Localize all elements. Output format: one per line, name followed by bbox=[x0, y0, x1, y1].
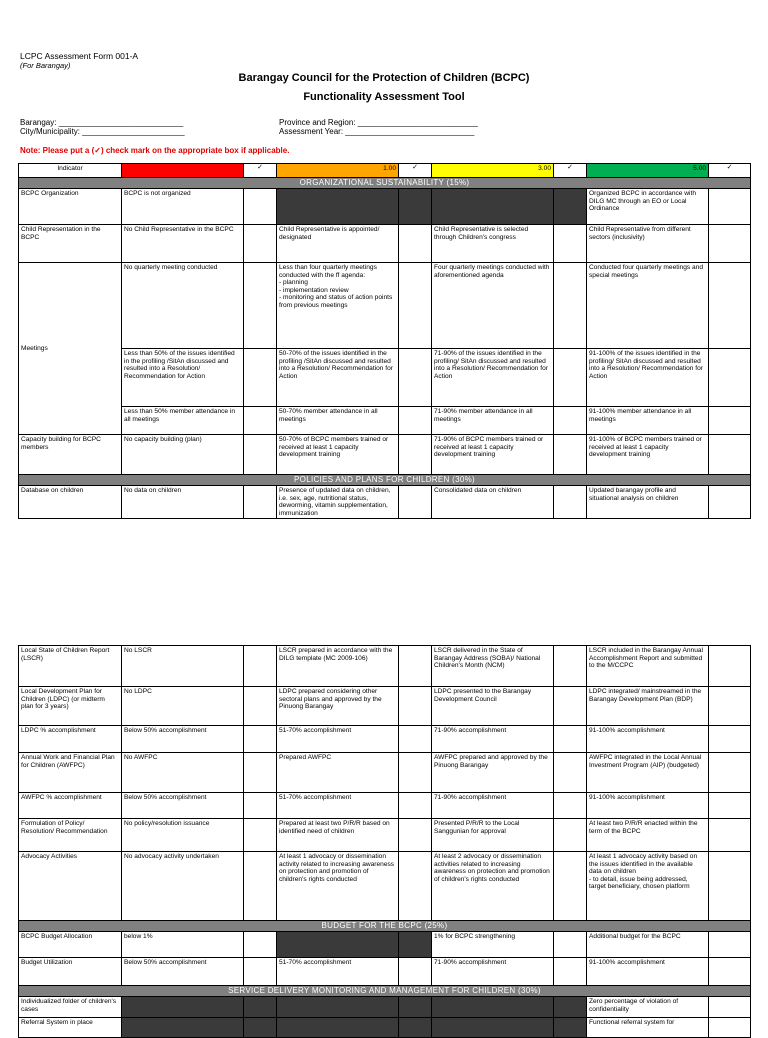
check-box[interactable] bbox=[554, 646, 587, 687]
table-row bbox=[19, 225, 751, 263]
table-row bbox=[19, 435, 751, 475]
instruction-note: Note: Please put a (✓) check mark on the appropriate box if applicable. bbox=[20, 146, 290, 155]
criteria-cell: Organized BCPC in accordance with DILG MC through an EO or Local Ordinance bbox=[587, 189, 709, 225]
table-row bbox=[19, 349, 751, 407]
indicator-cell: Child Representation in the BCPC bbox=[19, 225, 122, 263]
check-box[interactable] bbox=[554, 263, 587, 349]
criteria-cell: AWFPC prepared and approved by the Pinuong Barangay bbox=[432, 753, 554, 793]
criteria-cell: No LSCR bbox=[122, 646, 244, 687]
section-budget: BUDGET FOR THE BCPC (25%) bbox=[19, 921, 751, 932]
check-box[interactable] bbox=[244, 932, 277, 958]
criteria-cell: 91-100% of BCPC members trained or received at least 1 capacity development training bbox=[587, 435, 709, 475]
check-box[interactable] bbox=[709, 932, 751, 958]
indicator-cell: Local Development Plan for Children (LDPC) (or midterm plan for 3 years) bbox=[19, 687, 122, 726]
table-row bbox=[19, 958, 751, 986]
criteria-cell bbox=[432, 997, 554, 1018]
check-box[interactable] bbox=[709, 435, 751, 475]
indicator-cell: Budget Utilization bbox=[19, 958, 122, 986]
criteria-cell: No capacity building (plan) bbox=[122, 435, 244, 475]
table-row bbox=[19, 753, 751, 793]
check-box[interactable] bbox=[244, 852, 277, 921]
table-row bbox=[19, 687, 751, 726]
check-box[interactable] bbox=[244, 486, 277, 519]
check-header: ✓ bbox=[399, 164, 432, 178]
indicator-cell: Formulation of Policy/ Resolution/ Recommendation bbox=[19, 819, 122, 852]
province-field: Province and Region: ___________________________ bbox=[279, 118, 478, 127]
check-box[interactable] bbox=[244, 726, 277, 753]
check-box[interactable] bbox=[709, 753, 751, 793]
criteria-cell: LSCR delivered in the State of Barangay Address (SOBA)/ National Children's Month (NCM) bbox=[432, 646, 554, 687]
check-box bbox=[399, 1018, 432, 1038]
criteria-cell: No LDPC bbox=[122, 687, 244, 726]
score-5-header: 5.00 bbox=[587, 164, 709, 178]
criteria-cell: 91-100% accomplishment bbox=[587, 958, 709, 986]
criteria-cell: 71-90% of the issues identified in the profiling/ SitAn discussed and resulted into a Resolution/ Recommendation for Action bbox=[432, 349, 554, 407]
indicator-cell: BCPC Budget Allocation bbox=[19, 932, 122, 958]
criteria-cell: LDPC prepared considering other sectoral plans and approved by the Pinuong Barangay bbox=[277, 687, 399, 726]
check-box[interactable] bbox=[554, 852, 587, 921]
check-box[interactable] bbox=[399, 726, 432, 753]
criteria-cell: 50-70% member attendance in all meetings bbox=[277, 407, 399, 435]
check-box[interactable] bbox=[399, 958, 432, 986]
check-box[interactable] bbox=[554, 932, 587, 958]
criteria-cell: At least 1 advocacy or dissemination activity related to increasing awareness on protection and promotion of children's rights conducted bbox=[277, 852, 399, 921]
score-0-header bbox=[122, 164, 244, 178]
criteria-cell: No data on children bbox=[122, 486, 244, 519]
criteria-cell: 50-70% of the issues identified in the profiling /SitAn discussed and resulted into a Resolution/ Recommendation for Action bbox=[277, 349, 399, 407]
check-box bbox=[554, 189, 587, 225]
table-row bbox=[19, 263, 751, 349]
check-box[interactable] bbox=[244, 687, 277, 726]
check-box[interactable] bbox=[709, 997, 751, 1018]
check-box[interactable] bbox=[244, 646, 277, 687]
page-title: Barangay Council for the Protection of Children (BCPC) bbox=[238, 72, 530, 84]
criteria-cell: No Child Representative in the BCPC bbox=[122, 225, 244, 263]
check-box[interactable] bbox=[709, 852, 751, 921]
criteria-cell: 91-100% member attendance in all meetings bbox=[587, 407, 709, 435]
check-box[interactable] bbox=[399, 349, 432, 407]
check-header: ✓ bbox=[554, 164, 587, 178]
criteria-cell: 91-100% of the issues identified in the profiling/ SitAn discussed and resulted into a Resolution/ Recommendation for Action bbox=[587, 349, 709, 407]
check-box[interactable] bbox=[399, 435, 432, 475]
check-box[interactable] bbox=[399, 753, 432, 793]
indicator-cell: Advocacy Activities bbox=[19, 852, 122, 921]
check-box bbox=[244, 997, 277, 1018]
assessment-table-part-2 bbox=[18, 645, 751, 1038]
criteria-cell: 71-90% member attendance in all meetings bbox=[432, 407, 554, 435]
table-row bbox=[19, 726, 751, 753]
indicator-cell: Annual Work and Financial Plan for Children (AWFPC) bbox=[19, 753, 122, 793]
section-policies-plans: POLICIES AND PLANS FOR CHILDREN (30%) bbox=[19, 475, 751, 486]
criteria-cell: Presented P/R/R to the Local Sanggunian for approval bbox=[432, 819, 554, 852]
form-subtitle: (For Barangay) bbox=[20, 61, 71, 70]
indicator-cell: Local State of Children Report (LSCR) bbox=[19, 646, 122, 687]
form-number: LCPC Assessment Form 001-A bbox=[20, 51, 139, 61]
check-box[interactable] bbox=[709, 726, 751, 753]
barangay-field: Barangay: ____________________________ bbox=[20, 118, 184, 127]
criteria-cell: BCPC is not organized bbox=[122, 189, 244, 225]
indicator-cell: BCPC Organization bbox=[19, 189, 122, 225]
criteria-cell: Less than four quarterly meetings conducted with the ff agenda: - planning - implementation review - monitoring and status of action points from previous meetings bbox=[277, 263, 399, 349]
check-box[interactable] bbox=[709, 958, 751, 986]
check-box[interactable] bbox=[709, 486, 751, 519]
criteria-cell: Functional referral system for bbox=[587, 1018, 709, 1038]
criteria-cell: Four quarterly meetings conducted with aforementioned agenda bbox=[432, 263, 554, 349]
criteria-cell: AWFPC integrated in the Local Annual Investment Program (AIP) (budgeted) bbox=[587, 753, 709, 793]
check-box[interactable] bbox=[709, 225, 751, 263]
check-box[interactable] bbox=[709, 189, 751, 225]
check-box[interactable] bbox=[554, 407, 587, 435]
criteria-cell: Conducted four quarterly meetings and special meetings bbox=[587, 263, 709, 349]
check-box[interactable] bbox=[554, 958, 587, 986]
check-box[interactable] bbox=[399, 407, 432, 435]
assessment-table-part-1 bbox=[18, 163, 751, 519]
criteria-cell: Below 50% accomplishment bbox=[122, 726, 244, 753]
table-row bbox=[19, 793, 751, 819]
check-box[interactable] bbox=[709, 1018, 751, 1038]
criteria-cell: Prepared at least two P/R/R based on identified need of children bbox=[277, 819, 399, 852]
criteria-cell: 71-90% of BCPC members trained or received at least 1 capacity development training bbox=[432, 435, 554, 475]
check-box[interactable] bbox=[554, 225, 587, 263]
table-row bbox=[19, 932, 751, 958]
check-box[interactable] bbox=[399, 263, 432, 349]
check-box[interactable] bbox=[399, 793, 432, 819]
check-box[interactable] bbox=[244, 435, 277, 475]
check-box[interactable] bbox=[399, 852, 432, 921]
score-1-header: 1.00 bbox=[277, 164, 399, 178]
indicator-cell: Meetings bbox=[19, 263, 122, 435]
criteria-cell bbox=[432, 189, 554, 225]
check-box[interactable] bbox=[709, 819, 751, 852]
criteria-cell bbox=[277, 997, 399, 1018]
indicator-cell: Capacity building for BCPC members bbox=[19, 435, 122, 475]
criteria-cell: No policy/resolution issuance bbox=[122, 819, 244, 852]
criteria-cell: 71-90% accomplishment bbox=[432, 793, 554, 819]
page-subtitle: Functionality Assessment Tool bbox=[303, 91, 465, 103]
criteria-cell bbox=[432, 1018, 554, 1038]
check-box[interactable] bbox=[554, 687, 587, 726]
indicator-cell: Database on children bbox=[19, 486, 122, 519]
check-box[interactable] bbox=[244, 958, 277, 986]
section-service-delivery: SERVICE DELIVERY MONITORING AND MANAGEMENT FOR CHILDREN (30%) bbox=[19, 986, 751, 997]
table-row bbox=[19, 486, 751, 519]
check-box[interactable] bbox=[709, 407, 751, 435]
year-field: Assessment Year: _____________________________ bbox=[279, 127, 475, 136]
criteria-cell: Consolidated data on children bbox=[432, 486, 554, 519]
check-box bbox=[244, 1018, 277, 1038]
criteria-cell: Below 50% accomplishment bbox=[122, 958, 244, 986]
table-row bbox=[19, 189, 751, 225]
criteria-cell bbox=[122, 1018, 244, 1038]
table-row bbox=[19, 852, 751, 921]
criteria-cell: No quarterly meeting conducted bbox=[122, 263, 244, 349]
criteria-cell: 51-70% accomplishment bbox=[277, 958, 399, 986]
table-row bbox=[19, 407, 751, 435]
criteria-cell bbox=[277, 189, 399, 225]
table-row bbox=[19, 819, 751, 852]
criteria-cell: Below 50% accomplishment bbox=[122, 793, 244, 819]
check-box[interactable] bbox=[399, 225, 432, 263]
section-org-sustainability: ORGANIZATIONAL SUSTAINABILITY (15%) bbox=[19, 178, 751, 189]
check-box[interactable] bbox=[399, 486, 432, 519]
criteria-cell: 71-90% accomplishment bbox=[432, 958, 554, 986]
criteria-cell: 51-70% accomplishment bbox=[277, 726, 399, 753]
criteria-cell: No AWFPC bbox=[122, 753, 244, 793]
criteria-cell: At least two P/R/R enacted within the term of the BCPC bbox=[587, 819, 709, 852]
criteria-cell: Child Representative is selected through Children's congress bbox=[432, 225, 554, 263]
criteria-cell: LDPC presented to the Barangay Development Council bbox=[432, 687, 554, 726]
criteria-cell: Prepared AWFPC bbox=[277, 753, 399, 793]
check-box[interactable] bbox=[554, 753, 587, 793]
criteria-cell: 1% for BCPC strengthening bbox=[432, 932, 554, 958]
check-box bbox=[554, 997, 587, 1018]
criteria-cell: Child Representative from different sectors (inclusivity) bbox=[587, 225, 709, 263]
check-box[interactable] bbox=[554, 486, 587, 519]
check-box[interactable] bbox=[399, 687, 432, 726]
check-box[interactable] bbox=[709, 793, 751, 819]
score-3-header: 3.00 bbox=[432, 164, 554, 178]
check-box bbox=[399, 932, 432, 958]
check-box[interactable] bbox=[244, 263, 277, 349]
criteria-cell: 91-100% accomplishment bbox=[587, 793, 709, 819]
indicator-header: Indicator bbox=[19, 164, 122, 178]
criteria-cell: Child Representative is appointed/ designated bbox=[277, 225, 399, 263]
criteria-cell: Less than 50% of the issues identified in the profiling /SitAn discussed and resulted into a Resolution/ Recommendation for Action bbox=[122, 349, 244, 407]
indicator-cell: Referral System in place bbox=[19, 1018, 122, 1038]
check-box bbox=[554, 1018, 587, 1038]
check-box[interactable] bbox=[399, 646, 432, 687]
check-box[interactable] bbox=[709, 263, 751, 349]
check-box[interactable] bbox=[554, 726, 587, 753]
check-box[interactable] bbox=[244, 349, 277, 407]
check-box[interactable] bbox=[709, 646, 751, 687]
column-header-row bbox=[19, 164, 751, 178]
check-box[interactable] bbox=[554, 819, 587, 852]
check-box[interactable] bbox=[709, 349, 751, 407]
check-box bbox=[399, 189, 432, 225]
check-box[interactable] bbox=[554, 435, 587, 475]
criteria-cell: At least 1 advocacy activity based on the issues identified in the available data on children - to detail, issue being addressed, target beneficiary, chosen platform bbox=[587, 852, 709, 921]
check-box[interactable] bbox=[244, 407, 277, 435]
criteria-cell: 51-70% accomplishment bbox=[277, 793, 399, 819]
check-box[interactable] bbox=[244, 793, 277, 819]
criteria-cell: 50-70% of BCPC members trained or received at least 1 capacity development training bbox=[277, 435, 399, 475]
criteria-cell: LSCR included in the Barangay Annual Accomplishment Report and submitted to the M/CCPC bbox=[587, 646, 709, 687]
check-box bbox=[399, 997, 432, 1018]
criteria-cell: Updated barangay profile and situational analysis on children bbox=[587, 486, 709, 519]
table-row bbox=[19, 997, 751, 1018]
criteria-cell: At least 2 advocacy or dissemination activities related to increasing awareness on protection and promotion of children's rights conducted bbox=[432, 852, 554, 921]
table-row bbox=[19, 1018, 751, 1038]
criteria-cell: Zero percentage of violation of confidentiality bbox=[587, 997, 709, 1018]
criteria-cell: Additional budget for the BCPC bbox=[587, 932, 709, 958]
check-box[interactable] bbox=[554, 793, 587, 819]
check-box[interactable] bbox=[244, 753, 277, 793]
check-box[interactable] bbox=[244, 819, 277, 852]
city-field: City/Municipality: _______________________ bbox=[20, 127, 185, 136]
criteria-cell: below 1% bbox=[122, 932, 244, 958]
check-box[interactable] bbox=[244, 189, 277, 225]
criteria-cell bbox=[277, 1018, 399, 1038]
criteria-cell: No advocacy activity undertaken bbox=[122, 852, 244, 921]
indicator-cell: LDPC % accomplishment bbox=[19, 726, 122, 753]
criteria-cell bbox=[277, 932, 399, 958]
criteria-cell: Presence of updated data on children, i.e. sex, age, nutritional status, deworming, vitamin supplementation, immunization bbox=[277, 486, 399, 519]
criteria-cell: 91-100% accomplishment bbox=[587, 726, 709, 753]
check-header: ✓ bbox=[709, 164, 751, 178]
check-box[interactable] bbox=[709, 687, 751, 726]
table-row bbox=[19, 646, 751, 687]
criteria-cell: LSCR prepared in accordance with the DILG template (MC 2009-106) bbox=[277, 646, 399, 687]
check-box[interactable] bbox=[399, 819, 432, 852]
check-box[interactable] bbox=[554, 349, 587, 407]
criteria-cell: Less than 50% member attendance in all meetings bbox=[122, 407, 244, 435]
criteria-cell: 71-90% accomplishment bbox=[432, 726, 554, 753]
indicator-cell: AWFPC % accomplishment bbox=[19, 793, 122, 819]
criteria-cell bbox=[122, 997, 244, 1018]
check-box[interactable] bbox=[244, 225, 277, 263]
check-header: ✓ bbox=[244, 164, 277, 178]
criteria-cell: LDPC integrated/ mainstreamed in the Barangay Development Plan (BDP) bbox=[587, 687, 709, 726]
indicator-cell: Individualized folder of children's cases bbox=[19, 997, 122, 1018]
